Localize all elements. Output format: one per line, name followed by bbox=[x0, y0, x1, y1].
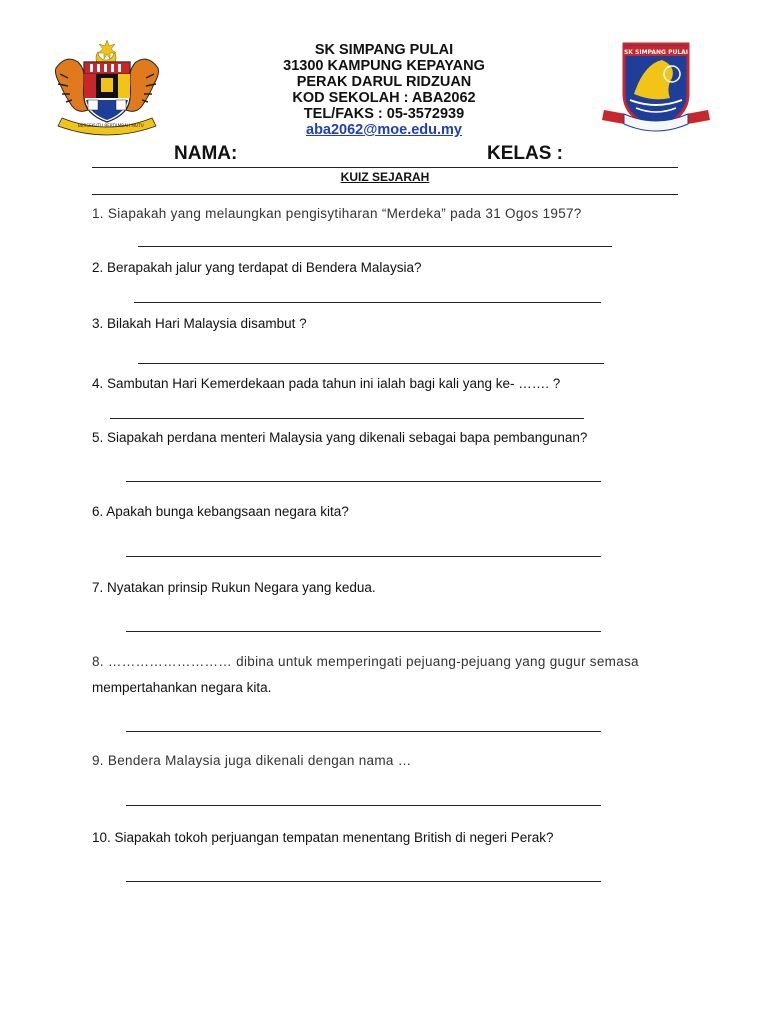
question-5: 5. Siapakah perdana menteri Malaysia yang dikenali sebagai bapa pembangunan? bbox=[92, 430, 588, 445]
question-3: 3. Bilakah Hari Malaysia disambut ? bbox=[92, 316, 307, 331]
question-10: 10. Siapakah tokoh perjuangan tempatan menentang British di negeri Perak? bbox=[92, 830, 554, 845]
answer-line-1[interactable] bbox=[138, 246, 612, 247]
answer-line-5[interactable] bbox=[126, 481, 601, 482]
school-header bbox=[0, 42, 768, 138]
question-4: 4. Sambutan Hari Kemerdekaan pada tahun ini ialah bagi kali yang ke- ……. ? bbox=[92, 376, 561, 391]
school-name: SK SIMPANG PULAI bbox=[314, 42, 454, 58]
crest-banner-text: SK SIMPANG PULAI bbox=[623, 49, 689, 56]
school-code: KOD SEKOLAH : ABA2062 bbox=[292, 90, 476, 106]
address-line1: 31300 KAMPUNG KEPAYANG bbox=[283, 58, 485, 74]
question-1: 1. Siapakah yang melaungkan pengisytiharan “Merdeka” pada 31 Ogos 1957? bbox=[92, 206, 582, 221]
question-8-continued: mempertahankan negara kita. bbox=[92, 680, 272, 695]
question-7: 7. Nyatakan prinsip Rukun Negara yang kedua. bbox=[92, 580, 376, 595]
answer-line-4[interactable] bbox=[110, 418, 584, 419]
answer-line-7[interactable] bbox=[126, 631, 601, 632]
answer-line-3[interactable] bbox=[138, 363, 604, 364]
motto-text: BERSEKUTU BERTAMBAH MUTU bbox=[78, 123, 144, 128]
email-link[interactable]: aba2062@moe.edu.my bbox=[306, 122, 462, 138]
question-6: 6. Apakah bunga kebangsaan negara kita? bbox=[92, 504, 349, 519]
phone-number: TEL/FAKS : 05-3572939 bbox=[303, 106, 465, 122]
answer-line-2[interactable] bbox=[134, 302, 601, 303]
question-2: 2. Berapakah jalur yang terdapat di Bendera Malaysia? bbox=[92, 260, 422, 275]
answer-line-8[interactable] bbox=[126, 731, 601, 732]
nama-label: NAMA: bbox=[174, 143, 238, 164]
kelas-label: KELAS : bbox=[487, 143, 563, 164]
answer-line-9[interactable] bbox=[126, 805, 601, 806]
question-8: 8. ……………………… dibina untuk memperingati pejuang-pejuang yang gugur semasa bbox=[92, 654, 639, 669]
answer-line-6[interactable] bbox=[126, 556, 601, 557]
answer-line-10[interactable] bbox=[126, 881, 601, 882]
title-row bbox=[92, 168, 678, 195]
question-9: 9. Bendera Malaysia juga dikenali dengan nama … bbox=[92, 753, 412, 768]
quiz-title: KUIZ SEJARAH bbox=[340, 170, 430, 184]
name-class-row bbox=[92, 143, 678, 168]
address-line2: PERAK DARUL RIDZUAN bbox=[296, 74, 472, 90]
